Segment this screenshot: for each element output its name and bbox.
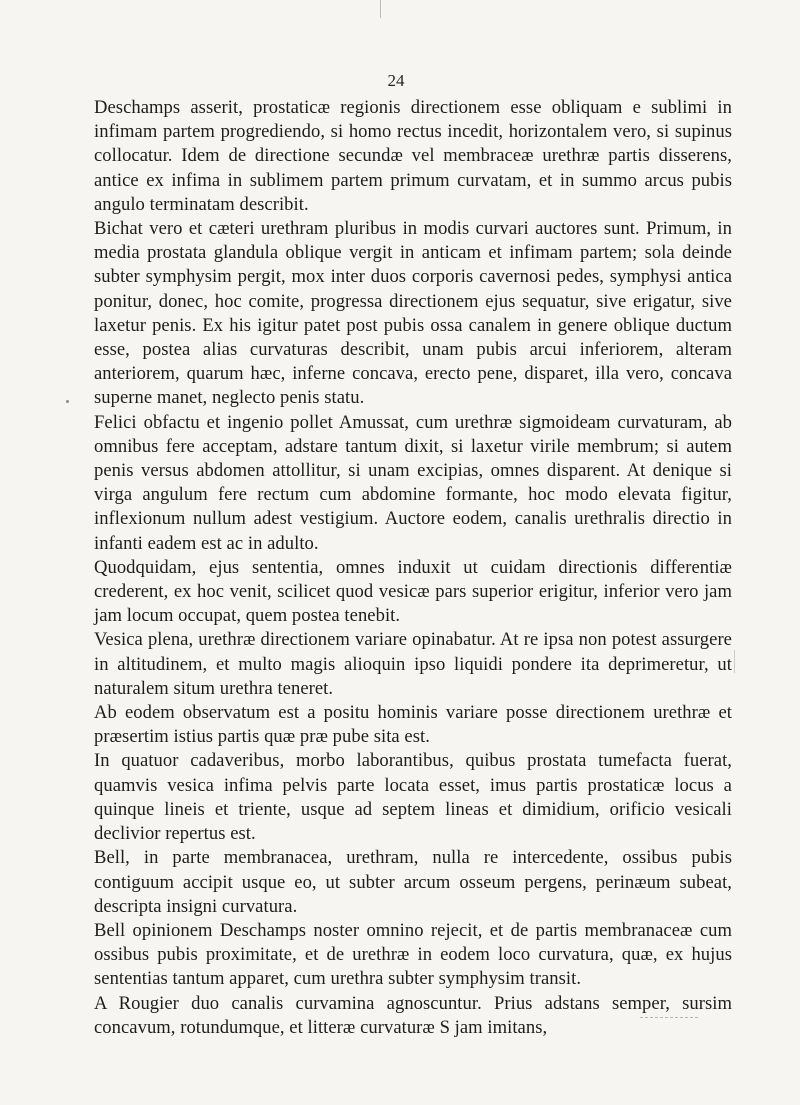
paragraph-amussat: Felici obfactu et ingenio pollet Amussat, cum urethræ sigmoideam curvaturam, ab omnibus fere acceptam, adstare tantum dixit, si laxetur virile membrum; si autem penis versus abdomen attollitur, si unam excipias, omnes disparent. At denique si virga angulum fere rectum cum abdomine formante, hoc modo elevata figitur, inflexionum nullum adest vestigium. Auctore eodem, canalis urethralis directio in infanti eadem est ac in adulto. bbox=[94, 411, 732, 554]
paragraph-vesica-plena: Vesica plena, urethræ directionem variare opinabatur. At re ipsa non potest assurgere in altitudinem, et multo magis alioquin ipso liquidi pondere ita deprimeretur, ut naturalem situm urethra teneret. bbox=[94, 629, 732, 699]
page-number: 24 bbox=[387, 71, 405, 90]
scan-mark-top bbox=[380, 0, 381, 18]
scan-mark-right bbox=[734, 650, 735, 673]
paragraph-rougier: A Rougier duo canalis curvamina agnoscuntur. Prius adstans semper, sursim concavum, rotundumque, et litteræ curvaturæ S jam imitans, bbox=[94, 992, 732, 1038]
paragraph-bell-opinionem: Bell opinionem Deschamps noster omnino rejecit, et de partis membranaceæ cum ossibus pubis proximitate, et de urethræ in eodem loco curvatura, quæ, ex hujus sententias tantum apparet, cum urethra subter symphysim transit. bbox=[94, 919, 732, 990]
paragraph-ab-eodem: Ab eodem observatum est a positu hominis variare posse directionem urethræ et præsertim istius partis quæ præ pube sita est. bbox=[94, 702, 732, 748]
page-body bbox=[94, 96, 732, 1040]
paragraph-bell-membranacea: Bell, in parte membranacea, urethram, nulla re intercedente, ossibus pubis contiguum accipit usque eo, ut subter arcum osseum pergens, perinæum subeat, descripta insigni curvatura. bbox=[94, 847, 732, 917]
paragraph-bichat: Bichat vero et cæteri urethram pluribus in modis curvari auctores sunt. Primum, in media prostata glandula oblique vergit in anticam et infimam partem; sola deinde subter symphysim pergit, mox inter duos corporis cavernosi pedes, symphysi antica ponitur, donec, hoc comite, progressa directionem ejus sequatur, sive erigatur, sive laxetur penis. Ex his igitur patet post pubis ossa canalem in genere oblique ductum esse, postea alias curvaturas describit, unam pubis arcui inferiorem, alteram anteriorem, quarum hæc, inferne concava, erecto pene, disparet, illa vero, concava superne manet, neglecto penis statu. bbox=[94, 218, 732, 409]
paragraph-quatuor-cadaveribus: In quatuor cadaveribus, morbo laborantibus, quibus prostata tumefacta fuerat, quamvis vesica infima pelvis parte locata esset, imus partis prostaticæ locus a quinque lineis et triente, usque ad septem lineas et dimidium, orificio vesicali declivior repertus est. bbox=[94, 750, 732, 845]
paragraph-deschamps: Deschamps asserit, prostaticæ regionis directionem esse obliquam e sublimi in infimam partem progrediendo, si homo rectus incedit, horizontalem vero, si supinus collocatur. Idem de directione secundæ vel membraceæ urethræ partis disserens, antice ex infima in sublimem partem primum curvatam, et in summo arcus pubis angulo terminatam describit. bbox=[94, 97, 732, 215]
scan-speck-left bbox=[66, 400, 69, 403]
paragraph-quodquidam: Quodquidam, ejus sententia, omnes induxit ut cuidam directionis differentiæ crederent, ex hoc venit, scilicet quod vesicæ pars superior erigitur, inferior vero jam jam locum occupat, quem postea tenebit. bbox=[94, 556, 732, 627]
